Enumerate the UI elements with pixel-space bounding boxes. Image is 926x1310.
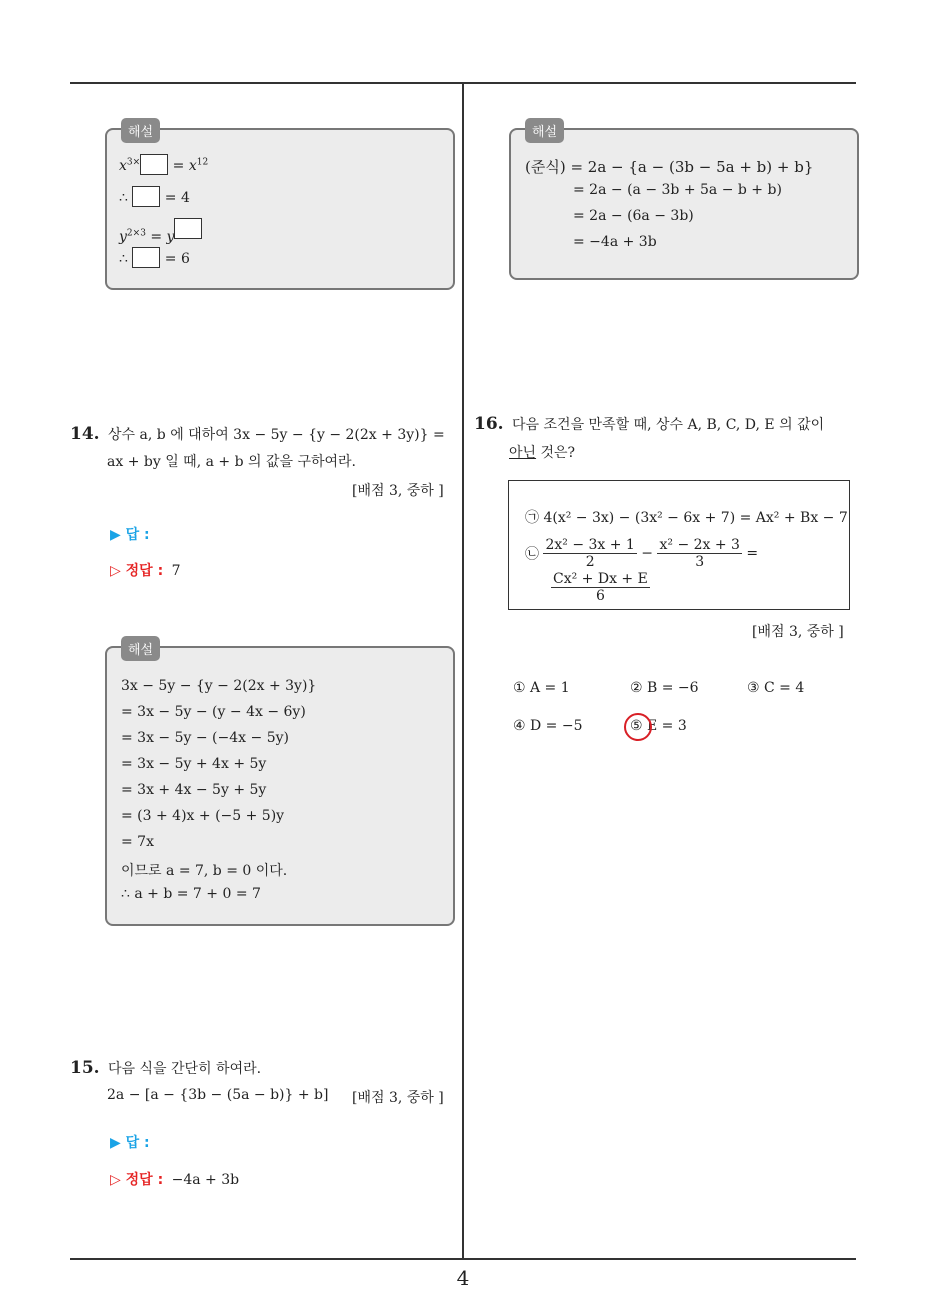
solution-tag: 해설 (121, 636, 160, 661)
question-15-line1 (70, 1058, 261, 1078)
solution-line: ∴ = 6 (119, 247, 190, 268)
solution-line: ∴ a + b = 7 + 0 = 7 (121, 886, 261, 902)
question-text: 다음 식을 간단히 하여라. (108, 1061, 262, 1077)
solution-line: = 2a − (6a − 3b) (573, 208, 694, 224)
choice-3[interactable]: ③ C = 4 (747, 680, 805, 696)
fraction-1: $\frac{\text{2x² − 3x + 1}}{2}$ (545, 537, 635, 570)
question-text: 다음 조건을 만족할 때, 상수 A, B, C, D, E 의 값이 (512, 417, 825, 433)
blank-box (174, 218, 202, 239)
choice-1[interactable]: ① A = 1 (513, 680, 570, 696)
choice-5[interactable]: ⑤ E = 3 (630, 718, 687, 734)
condition-2: ㉡ $\frac{\text{2x² − 3x + 1}}{2}$ − $\frac{\text{x² − 2x + 3}}{3}$ = (525, 537, 759, 570)
fraction-3: $\frac{\text{Cx² + Dx + E}}{6}$ (553, 571, 648, 604)
solution-line: = 3x − 5y + 4x + 5y (121, 756, 267, 772)
correct-answer-row (110, 1169, 239, 1189)
choice-4[interactable]: ④ D = −5 (513, 718, 583, 734)
underlined-word: 아닌 (509, 445, 537, 461)
question-number: 16. (474, 414, 504, 434)
solution-line: = 3x − 5y − (y − 4x − 6y) (121, 704, 306, 720)
points-label: [배점 3, 중하 ] (352, 483, 444, 499)
question-text: 것은? (536, 445, 576, 461)
solution-box-13 (105, 125, 455, 290)
blank-box (132, 247, 160, 268)
bottom-rule (70, 1258, 856, 1260)
solution-line: (준식) = 2a − {a − (3b − 5a + b) + b} (525, 158, 814, 176)
answer-row (110, 524, 150, 544)
solution-line: = (3 + 4)x + (−5 + 5)y (121, 808, 285, 824)
condition-2-mark: ㉡ (525, 546, 539, 563)
question-14-line1 (70, 424, 445, 444)
question-number: 14. (70, 424, 100, 444)
solution-line: = 7x (121, 834, 154, 850)
question-text: ax + by 일 때, a + b 의 값을 구하여라. (107, 454, 357, 470)
points-label: [배점 3, 중하 ] (752, 624, 844, 640)
answer-circle-mark (624, 713, 652, 741)
answer-row (110, 1132, 150, 1152)
solution-box-14 (105, 643, 455, 926)
correct-answer-label: ▷ 정답 : (110, 563, 164, 579)
question-number: 15. (70, 1058, 100, 1078)
correct-answer-label: ▷ 정답 : (110, 1172, 164, 1188)
points-label: [배점 3, 중하 ] (352, 1090, 444, 1106)
question-expression: 2a − [a − {3b − (5a − b)} + b] (107, 1087, 329, 1103)
choice-2[interactable]: ② B = −6 (630, 680, 699, 696)
question-16-line1 (474, 414, 824, 434)
solution-tag: 해설 (525, 118, 564, 143)
solution-box-15 (509, 125, 859, 280)
answer-label: ▶ 답 : (110, 527, 150, 543)
solution-tag: 해설 (121, 118, 160, 143)
blank-box (140, 154, 168, 175)
correct-answer-value: 7 (171, 563, 181, 579)
condition-box (508, 480, 850, 610)
column-divider (462, 82, 464, 1259)
solution-line: = 3x − 5y − (−4x − 5y) (121, 730, 289, 746)
condition-1: ㉠ 4(x² − 3x) − (3x² − 6x + 7) = Ax² + Bx − 7 (525, 510, 848, 526)
question-text: 상수 a, b 에 대하여 3x − 5y − {y − 2(2x + 3y)} = (108, 427, 445, 443)
solution-line: 3x − 5y − {y − 2(2x + 3y)} (121, 678, 317, 694)
solution-line: ∴ = 4 (119, 186, 190, 207)
solution-line: $x^{3\times} = x^{12}$ (119, 154, 208, 175)
solution-line: = 3x + 4x − 5y + 5y (121, 782, 267, 798)
answer-label: ▶ 답 : (110, 1135, 150, 1151)
solution-line: $y^{2\times 3} = y$ (119, 218, 202, 245)
fraction-2: $\frac{\text{x² − 2x + 3}}{3}$ (659, 537, 740, 570)
solution-line: 이므로 a = 7, b = 0 이다. (121, 863, 288, 879)
condition-2-rhs (551, 571, 650, 604)
page-number: 4 (456, 1266, 470, 1290)
question-text-line2 (509, 442, 575, 462)
correct-answer-row (110, 560, 181, 580)
solution-line: = −4a + 3b (573, 234, 657, 250)
solution-line: = 2a − (a − 3b + 5a − b + b) (573, 182, 782, 198)
blank-box (132, 186, 160, 207)
correct-answer-value: −4a + 3b (171, 1172, 240, 1188)
